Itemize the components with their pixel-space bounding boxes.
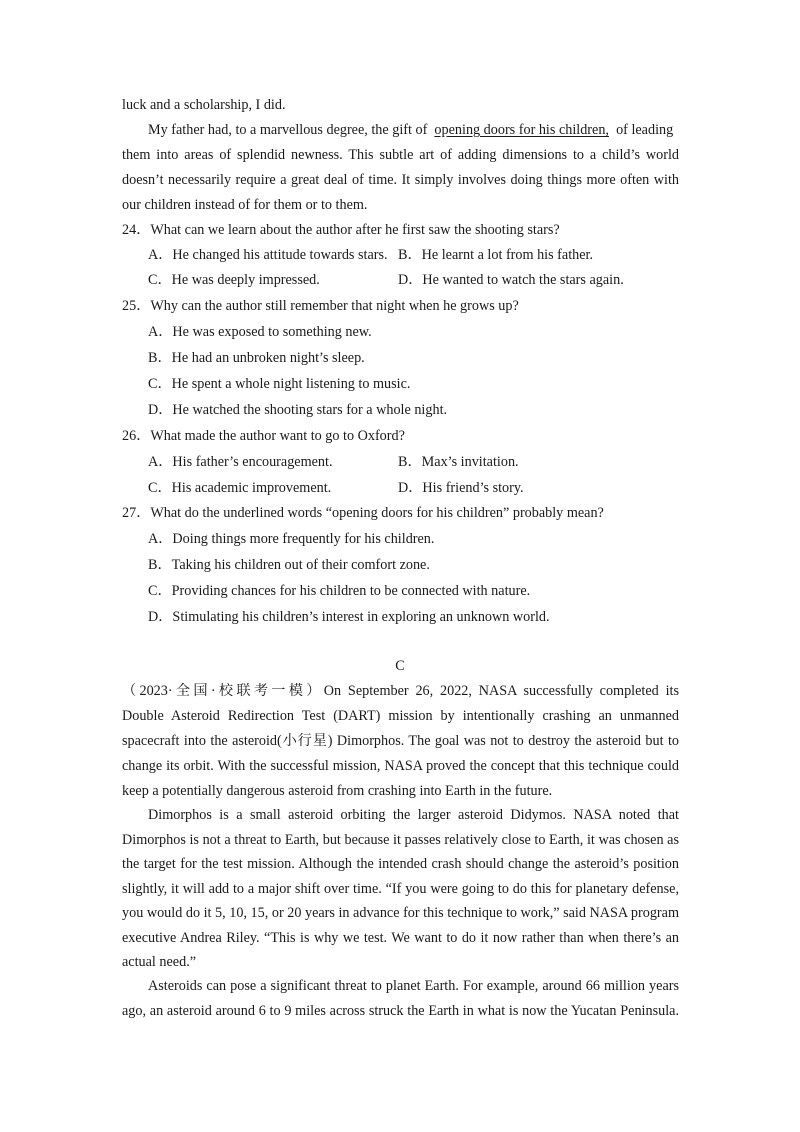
- question-27-stem: 27．What do the underlined words “opening doors for his children” probably mean?: [122, 505, 604, 521]
- question-24-option-b[interactable]: B．He learnt a lot from his father.: [398, 247, 594, 263]
- passage-c-line: actual need.”: [122, 954, 197, 970]
- passage-b-line: doesn’t necessarily require a great deal of time. It simply involves doing things more often with: [122, 172, 679, 188]
- question-25-option-c[interactable]: C．He spent a whole night listening to music.: [148, 376, 411, 392]
- passage-c-line: executive Andrea Riley. “This is why we test. We want to do it now rather than when there’s an: [122, 930, 679, 946]
- passage-c-line: you would do it 5, 10, 15, or 20 years in advance for this technique to work,” said NASA program: [122, 905, 679, 921]
- passage-c-line: Dimorphos is a small asteroid orbiting the larger asteroid Didymos. NASA noted that: [148, 807, 679, 823]
- question-26-option-a[interactable]: A．His father’s encouragement.: [148, 454, 333, 470]
- section-heading: C: [395, 658, 405, 674]
- passage-c-line: Asteroids can pose a significant threat to planet Earth. For example, around 66 million years: [148, 978, 679, 994]
- passage-c-line: the target for the test mission. Although the intended crash should change the asteroid’s position: [122, 856, 679, 872]
- question-27-option-b[interactable]: B．Taking his children out of their comfort zone.: [148, 557, 430, 573]
- question-27-option-d[interactable]: D．Stimulating his children’s interest in exploring an unknown world.: [148, 609, 550, 625]
- question-25-stem: 25．Why can the author still remember that night when he grows up?: [122, 298, 519, 314]
- passage-c-line: slightly, it will add to a major shift over time. “If you were going to do this for planetary defense,: [122, 881, 679, 897]
- passage-c-line: Double Asteroid Redirection Test (DART) mission by intentionally crashing an unmanned: [122, 708, 679, 724]
- passage-c-line: change its orbit. With the successful mission, NASA proved the concept that this technique could: [122, 758, 679, 774]
- question-24-option-d[interactable]: D．He wanted to watch the stars again.: [398, 272, 624, 288]
- question-26-stem: 26．What made the author want to go to Oxford?: [122, 428, 405, 444]
- question-24-option-a[interactable]: A．He changed his attitude towards stars.: [148, 247, 388, 263]
- question-26-option-d[interactable]: D．His friend’s story.: [398, 480, 524, 496]
- question-24-option-c[interactable]: C．He was deeply impressed.: [148, 272, 320, 288]
- underlined-phrase: opening doors for his children,: [434, 122, 609, 138]
- question-25-option-d[interactable]: D．He watched the shooting stars for a whole night.: [148, 402, 448, 418]
- question-25-option-b[interactable]: B．He had an unbroken night’s sleep.: [148, 350, 365, 366]
- question-26-option-c[interactable]: C．His academic improvement.: [148, 480, 332, 496]
- passage-c-line: ago, an asteroid around 6 to 9 miles across struck the Earth in what is now the Yucatan Peninsula.: [122, 1003, 679, 1019]
- passage-b-line: luck and a scholarship, I did.: [122, 97, 286, 113]
- question-24-stem: 24．What can we learn about the author after he first saw the shooting stars?: [122, 222, 560, 238]
- passage-c-line: （2023·全国·校联考一模）On September 26, 2022, NASA successfully completed its: [122, 683, 679, 699]
- question-26-option-b[interactable]: B．Max’s invitation.: [398, 454, 519, 470]
- passage-b-line: them into areas of splendid newness. This subtle art of adding dimensions to a child’s world: [122, 147, 679, 163]
- question-27-option-a[interactable]: A．Doing things more frequently for his children.: [148, 531, 435, 547]
- text-span: My father had, to a marvellous degree, the gift of: [148, 122, 428, 138]
- text-span: of leading: [616, 122, 674, 138]
- passage-b-line: our children instead of for them or to them.: [122, 197, 368, 213]
- passage-c-line: spacecraft into the asteroid(小行星) Dimorphos. The goal was not to destroy the asteroid but to: [122, 733, 679, 749]
- passage-c-line: keep a potentially dangerous asteroid from crashing into Earth in the future.: [122, 783, 553, 799]
- question-27-option-c[interactable]: C．Providing chances for his children to be connected with nature.: [148, 583, 531, 599]
- passage-c-line: Dimorphos is not a threat to Earth, but because it passes relatively close to Earth, it was chosen as: [122, 832, 679, 848]
- question-25-option-a[interactable]: A．He was exposed to something new.: [148, 324, 372, 340]
- passage-b-underlined-line: [148, 121, 673, 139]
